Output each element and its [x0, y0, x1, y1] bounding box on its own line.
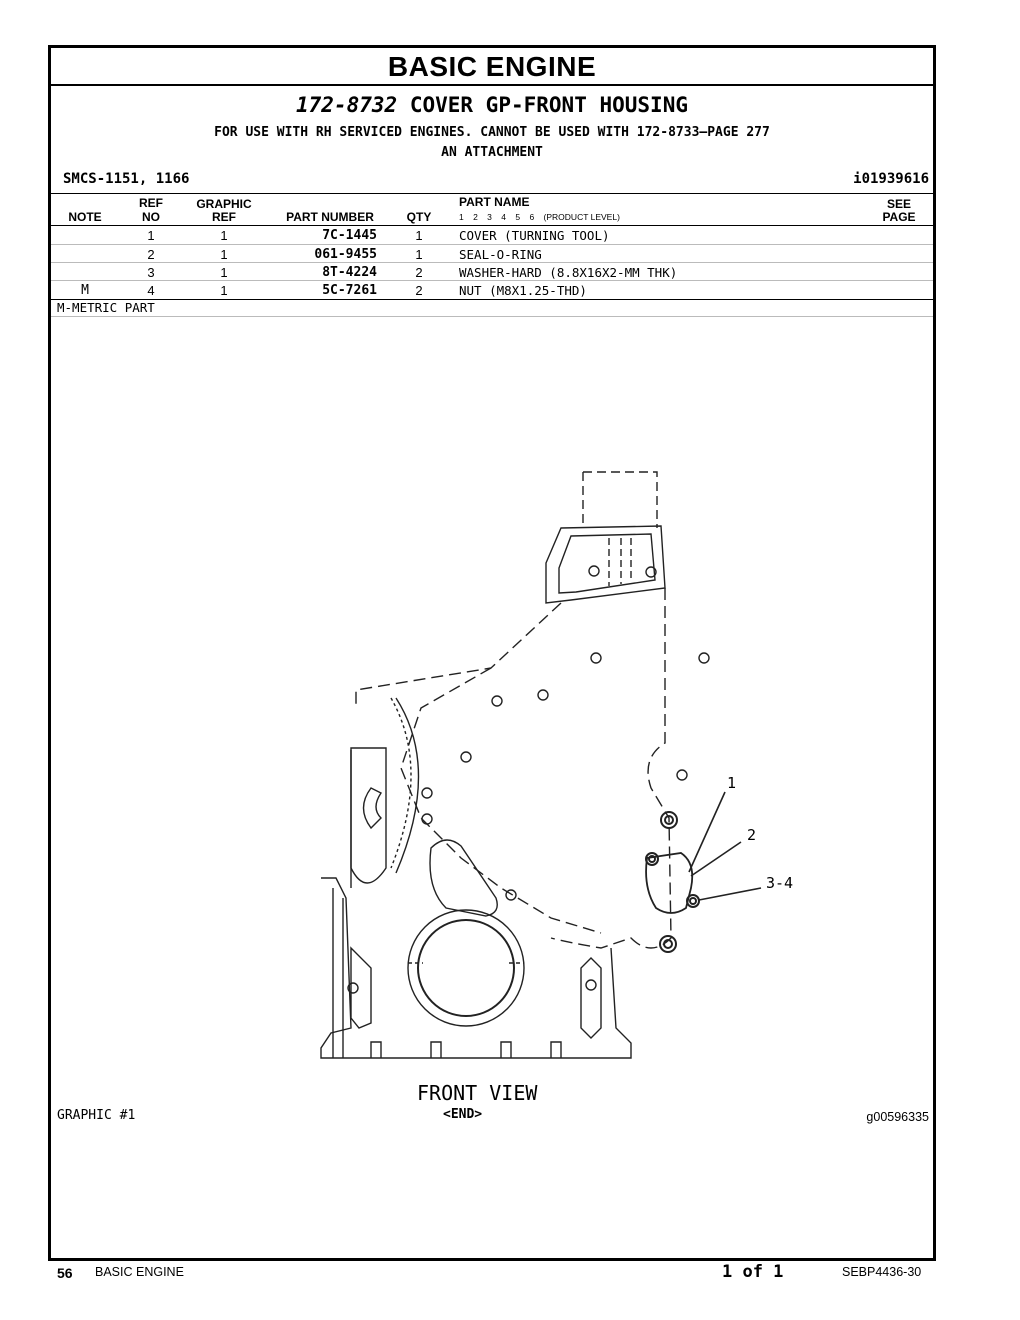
graphic-id: g00596335	[866, 1110, 929, 1124]
table-row[interactable]	[51, 263, 933, 281]
footnote-rule	[51, 316, 933, 317]
smcs-code: SMCS-1151, 1166	[63, 171, 190, 187]
end-marker: <END>	[443, 1107, 483, 1122]
crank-bore-inner	[418, 920, 514, 1016]
header-top-rule	[51, 193, 933, 194]
group-name: COVER GP-FRONT HOUSING	[409, 93, 688, 117]
leader-callout-2	[691, 842, 741, 876]
attachment-note: AN ATTACHMENT	[441, 145, 543, 160]
row-graphic-ref: 1	[220, 228, 228, 243]
left-side-plate	[351, 748, 386, 883]
housing-slot	[430, 840, 497, 916]
graphic-reference: GRAPHIC #1	[57, 1108, 136, 1123]
col-header-see-top: SEE	[886, 197, 911, 211]
bolt-heads	[348, 566, 709, 993]
row-part-name: WASHER-HARD (8.8X16X2-MM THK)	[459, 265, 678, 280]
front-housing-drawing	[271, 468, 794, 1105]
row-qty: 2	[415, 283, 423, 298]
row-ref-no: 4	[147, 283, 155, 298]
row-ref-no: 3	[147, 265, 155, 280]
row-part-name: SEAL-O-RING	[459, 247, 542, 262]
col-header-qty: QTY	[406, 210, 432, 224]
row-graphic-ref: 1	[220, 265, 228, 280]
illustration-id: i01939616	[853, 171, 929, 187]
row-graphic-ref: 1	[220, 247, 228, 262]
product-level-numbers: 1 2 3 4 5 6	[459, 212, 535, 222]
row-note: M	[81, 283, 89, 298]
row-ref-no: 1	[147, 228, 155, 243]
product-level-label: (PRODUCT LEVEL)	[543, 212, 620, 222]
callout-1[interactable]: 1	[727, 774, 737, 792]
crank-bore-outer	[408, 910, 524, 1026]
col-header-see-bottom: PAGE	[882, 210, 916, 224]
row-qty: 1	[415, 228, 423, 243]
table-row[interactable]	[51, 281, 933, 299]
row-part-number[interactable]: 8T-4224	[322, 265, 377, 280]
housing-outline-top	[356, 603, 561, 708]
group-part-number[interactable]: 172-8732	[296, 93, 398, 117]
row-ref-no: 2	[147, 247, 155, 262]
col-header-ref-bottom: NO	[142, 210, 160, 224]
leader-callout-1	[689, 792, 725, 872]
row-part-name: COVER (TURNING TOOL)	[459, 228, 610, 243]
housing-outline-right	[551, 588, 671, 948]
usage-note: FOR USE WITH RH SERVICED ENGINES. CANNOT BE USED WITH 172-8733—PAGE 277	[214, 125, 770, 140]
group-title	[51, 93, 933, 117]
table-row[interactable]	[51, 245, 933, 263]
row-part-name: NUT (M8X1.25-THD)	[459, 283, 587, 298]
callout-3-4[interactable]: 3-4	[766, 874, 794, 892]
metric-footnote: M-METRIC PART	[57, 300, 155, 315]
callout-2[interactable]: 2	[747, 826, 757, 844]
parts-page-frame	[48, 45, 936, 1261]
product-levels	[459, 212, 620, 222]
row-part-number[interactable]: 061-9455	[314, 247, 377, 262]
col-header-part-name: PART NAME	[459, 195, 530, 209]
row-part-number[interactable]: 5C-7261	[322, 283, 377, 298]
col-header-ref-top: REF	[139, 196, 163, 210]
mounting-block	[546, 526, 665, 603]
col-header-graphic-top: GRAPHIC	[196, 197, 252, 211]
tower-outline	[583, 472, 657, 528]
col-header-note: NOTE	[68, 210, 102, 224]
view-label: FRONT VIEW	[417, 1081, 538, 1105]
row-graphic-ref: 1	[220, 283, 228, 298]
page-of-indicator: 1 of 1	[722, 1262, 784, 1282]
col-header-graphic-bottom: REF	[212, 210, 236, 224]
leader-callout-3-4	[699, 888, 761, 900]
col-header-part-number: PART NUMBER	[286, 210, 374, 224]
table-row[interactable]	[51, 226, 933, 244]
document-number: SEBP4436-30	[842, 1265, 922, 1279]
row-qty: 1	[415, 247, 423, 262]
row-part-number[interactable]: 7C-1445	[322, 228, 377, 243]
table-bottom-rule	[51, 299, 933, 300]
section-banner: BASIC ENGINE	[51, 48, 933, 86]
page-number: 56	[57, 1265, 73, 1281]
row-qty: 2	[415, 265, 423, 280]
footer-section: BASIC ENGINE	[95, 1265, 184, 1279]
